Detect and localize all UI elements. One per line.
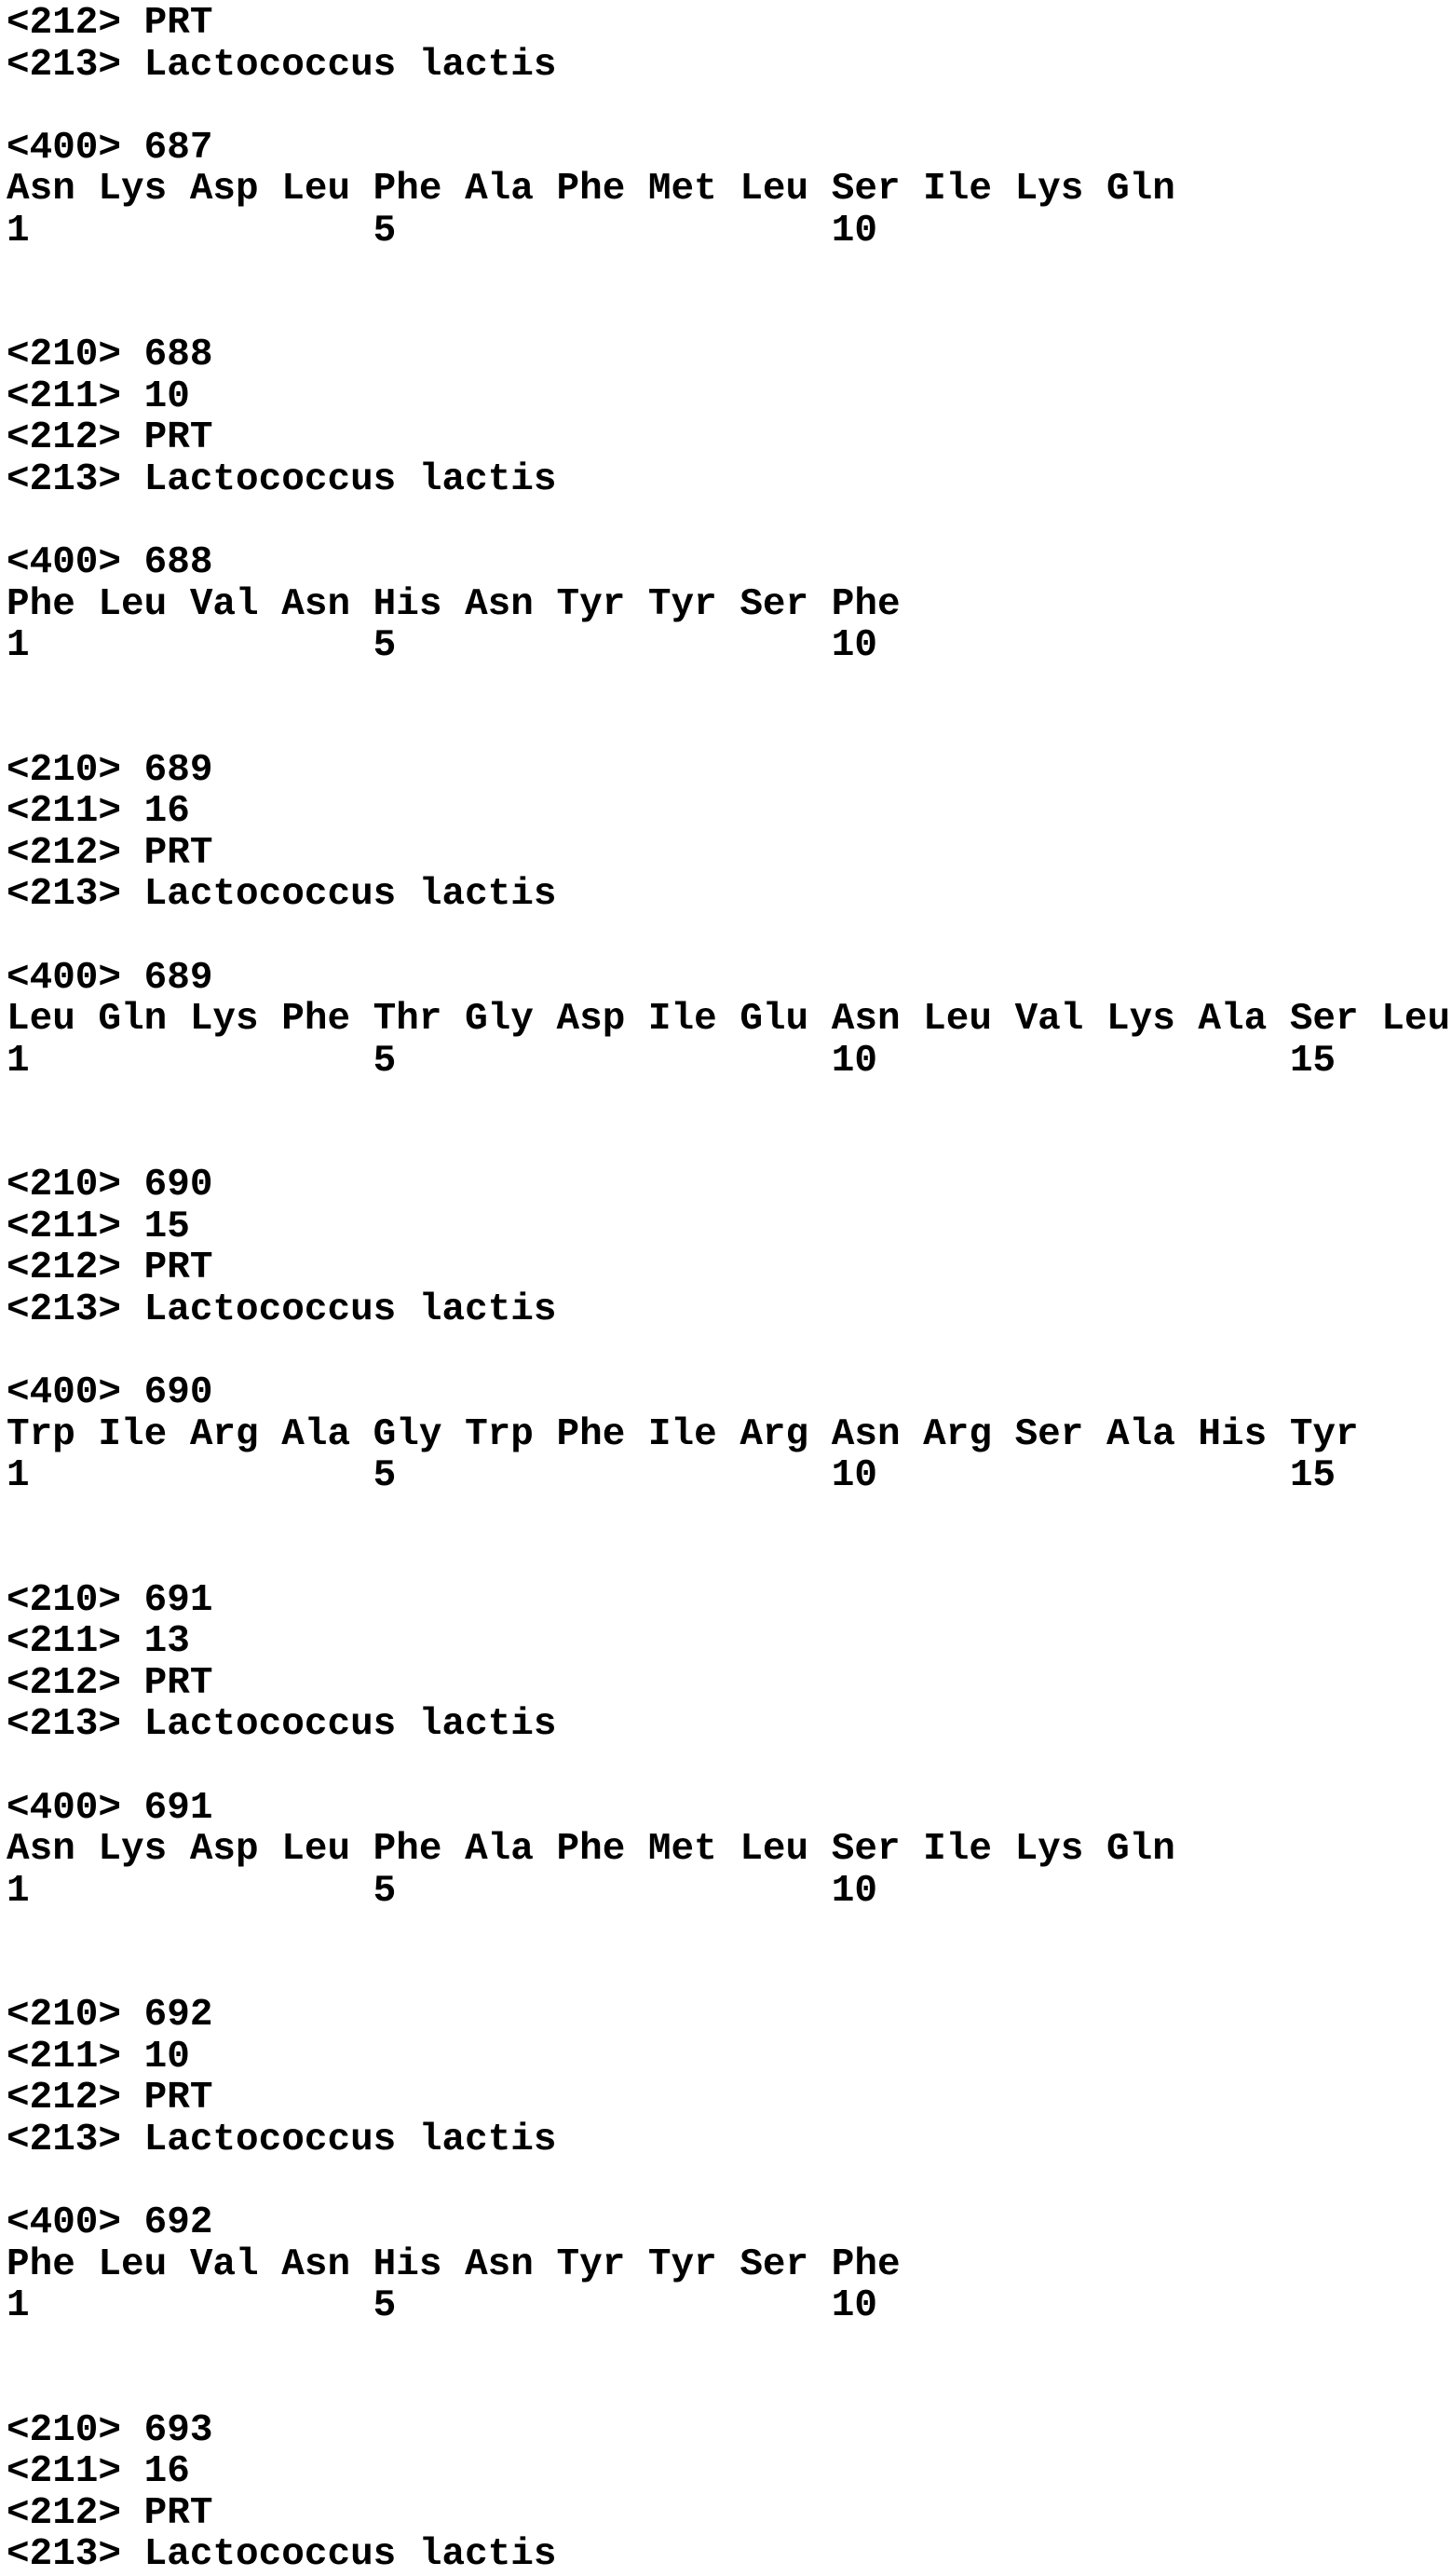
field-tag-211: <211> <box>7 1620 122 1664</box>
field-tag-210: <210> <box>7 1164 122 1207</box>
blank-line <box>7 2327 1450 2369</box>
field-tag-210: <210> <box>7 1994 122 2038</box>
numbering-line <box>7 625 1450 667</box>
sequence-record-692 <box>7 1995 1450 2409</box>
blank-line <box>7 252 1450 293</box>
numbering-line <box>7 2285 1450 2327</box>
organism-line <box>7 459 1450 501</box>
field-tag-212: <212> <box>7 416 122 460</box>
organism-line <box>7 2119 1450 2161</box>
organism-value: Lactococcus lactis <box>143 1703 557 1747</box>
sequence-residues: Asn Lys Asp Leu Phe Ala Phe Met Leu Ser Ile Lys Gln <box>7 168 1175 211</box>
field-tag-400: <400> <box>7 1371 122 1415</box>
seq-id-line <box>7 750 1450 792</box>
blank-line <box>7 1538 1450 1580</box>
length-line <box>7 1621 1450 1663</box>
field-tag-211: <211> <box>7 2450 122 2494</box>
residue-numbering: 1 5 10 15 <box>7 1039 1337 1083</box>
mol-type-value: PRT <box>143 2077 213 2120</box>
mol-type-value: PRT <box>143 2 213 45</box>
sequence-line <box>7 584 1450 626</box>
mol-type-line <box>7 2493 1450 2535</box>
blank-line <box>7 1746 1450 1788</box>
field-tag-211: <211> <box>7 790 122 834</box>
seq-id-line <box>7 1580 1450 1622</box>
length-value: 16 <box>143 790 190 834</box>
blank-line <box>7 293 1450 335</box>
seq-id-value: 692 <box>143 1994 213 2038</box>
sequence-record-689 <box>7 750 1450 1165</box>
seq-header-line <box>7 2202 1450 2244</box>
field-tag-213: <213> <box>7 1288 122 1331</box>
seq-header-id-value: 691 <box>143 1786 213 1830</box>
field-tag-210: <210> <box>7 748 122 792</box>
length-line <box>7 376 1450 418</box>
sequence-line <box>7 169 1450 211</box>
length-line <box>7 1206 1450 1248</box>
seq-header-id-value: 692 <box>143 2201 213 2244</box>
sequence-record-691 <box>7 1580 1450 1995</box>
length-value: 10 <box>143 2035 190 2079</box>
blank-line <box>7 1124 1450 1165</box>
seq-header-line <box>7 1372 1450 1414</box>
field-tag-213: <213> <box>7 2533 122 2576</box>
seq-id-value: 693 <box>143 2408 213 2452</box>
seq-header-id-value: 687 <box>143 126 213 170</box>
organism-value: Lactococcus lactis <box>143 43 557 87</box>
mol-type-line <box>7 2078 1450 2119</box>
numbering-line <box>7 1871 1450 1913</box>
mol-type-value: PRT <box>143 831 213 875</box>
blank-line <box>7 1497 1450 1539</box>
field-tag-212: <212> <box>7 1247 122 1290</box>
organism-line <box>7 2534 1450 2576</box>
field-tag-210: <210> <box>7 1578 122 1622</box>
sequence-record-693 <box>7 2410 1450 2576</box>
field-tag-400: <400> <box>7 956 122 1000</box>
length-line <box>7 2037 1450 2079</box>
mol-type-value: PRT <box>143 2491 213 2535</box>
field-tag-213: <213> <box>7 458 122 502</box>
blank-line <box>7 501 1450 543</box>
length-value: 15 <box>143 1205 190 1248</box>
mol-type-line <box>7 417 1450 459</box>
field-tag-213: <213> <box>7 1703 122 1747</box>
organism-value: Lactococcus lactis <box>143 458 557 502</box>
mol-type-line <box>7 1247 1450 1289</box>
blank-line <box>7 1331 1450 1373</box>
mol-type-value: PRT <box>143 1247 213 1290</box>
length-value: 16 <box>143 2450 190 2494</box>
seq-id-value: 690 <box>143 1164 213 1207</box>
organism-value: Lactococcus lactis <box>143 2118 557 2161</box>
mol-type-line <box>7 833 1450 875</box>
field-tag-210: <210> <box>7 2408 122 2452</box>
residue-numbering: 1 5 10 <box>7 2284 877 2328</box>
blank-line <box>7 1912 1450 1954</box>
seq-header-line <box>7 128 1450 170</box>
numbering-line <box>7 1455 1450 1497</box>
blank-line <box>7 2368 1450 2410</box>
sequence-record-690 <box>7 1165 1450 1579</box>
sequence-residues: Trp Ile Arg Ala Gly Trp Phe Ile Arg Asn Arg Ser Ala His Tyr <box>7 1412 1359 1456</box>
organism-line <box>7 1704 1450 1746</box>
field-tag-210: <210> <box>7 334 122 377</box>
seq-id-line <box>7 1165 1450 1206</box>
blank-line <box>7 1954 1450 1996</box>
seq-header-id-value: 688 <box>143 541 213 585</box>
sequence-line <box>7 2244 1450 2286</box>
length-value: 10 <box>143 375 190 418</box>
residue-numbering: 1 5 10 <box>7 209 877 252</box>
numbering-line <box>7 211 1450 252</box>
residue-numbering: 1 5 10 <box>7 624 877 668</box>
blank-line <box>7 86 1450 128</box>
organism-value: Lactococcus lactis <box>143 2533 557 2576</box>
sequence-record-687 <box>7 3 1450 334</box>
seq-id-line <box>7 2410 1450 2452</box>
field-tag-212: <212> <box>7 1661 122 1705</box>
mol-type-value: PRT <box>143 1661 213 1705</box>
blank-line <box>7 708 1450 750</box>
seq-header-line <box>7 1788 1450 1830</box>
mol-type-line <box>7 1663 1450 1705</box>
residue-numbering: 1 5 10 15 <box>7 1454 1337 1498</box>
seq-header-line <box>7 958 1450 1000</box>
length-line <box>7 791 1450 833</box>
residue-numbering: 1 5 10 <box>7 1869 877 1913</box>
blank-line <box>7 667 1450 709</box>
sequence-listing <box>7 3 1450 2576</box>
field-tag-212: <212> <box>7 2077 122 2120</box>
sequence-residues: Phe Leu Val Asn His Asn Tyr Tyr Ser Phe <box>7 582 901 626</box>
seq-id-line <box>7 1995 1450 2037</box>
field-tag-211: <211> <box>7 2035 122 2079</box>
sequence-residues: Phe Leu Val Asn His Asn Tyr Tyr Ser Phe <box>7 2242 901 2286</box>
organism-line <box>7 1289 1450 1331</box>
sequence-residues: Asn Lys Asp Leu Phe Ala Phe Met Leu Ser Ile Lys Gln <box>7 1828 1175 1872</box>
organism-line <box>7 874 1450 916</box>
sequence-line <box>7 1829 1450 1871</box>
organism-value: Lactococcus lactis <box>143 873 557 917</box>
seq-header-line <box>7 542 1450 584</box>
field-tag-400: <400> <box>7 2201 122 2244</box>
field-tag-400: <400> <box>7 1786 122 1830</box>
field-tag-212: <212> <box>7 2 122 45</box>
blank-line <box>7 916 1450 958</box>
field-tag-213: <213> <box>7 2118 122 2161</box>
sequence-line <box>7 999 1450 1041</box>
mol-type-line <box>7 3 1450 45</box>
mol-type-value: PRT <box>143 416 213 460</box>
seq-id-line <box>7 334 1450 376</box>
field-tag-212: <212> <box>7 2491 122 2535</box>
field-tag-212: <212> <box>7 831 122 875</box>
field-tag-213: <213> <box>7 873 122 917</box>
organism-value: Lactococcus lactis <box>143 1288 557 1331</box>
field-tag-213: <213> <box>7 43 122 87</box>
seq-id-value: 689 <box>143 748 213 792</box>
seq-header-id-value: 689 <box>143 956 213 1000</box>
blank-line <box>7 1082 1450 1124</box>
sequence-residues: Leu Gln Lys Phe Thr Gly Asp Ile Glu Asn Leu Val Lys Ala Ser Leu <box>7 998 1451 1042</box>
field-tag-211: <211> <box>7 375 122 418</box>
sequence-line <box>7 1414 1450 1456</box>
length-value: 13 <box>143 1620 190 1664</box>
seq-id-value: 691 <box>143 1578 213 1622</box>
field-tag-400: <400> <box>7 126 122 170</box>
blank-line <box>7 2160 1450 2202</box>
field-tag-400: <400> <box>7 541 122 585</box>
seq-id-value: 688 <box>143 334 213 377</box>
numbering-line <box>7 1041 1450 1083</box>
field-tag-211: <211> <box>7 1205 122 1248</box>
organism-line <box>7 45 1450 87</box>
seq-header-id-value: 690 <box>143 1371 213 1415</box>
sequence-record-688 <box>7 334 1450 749</box>
length-line <box>7 2451 1450 2493</box>
